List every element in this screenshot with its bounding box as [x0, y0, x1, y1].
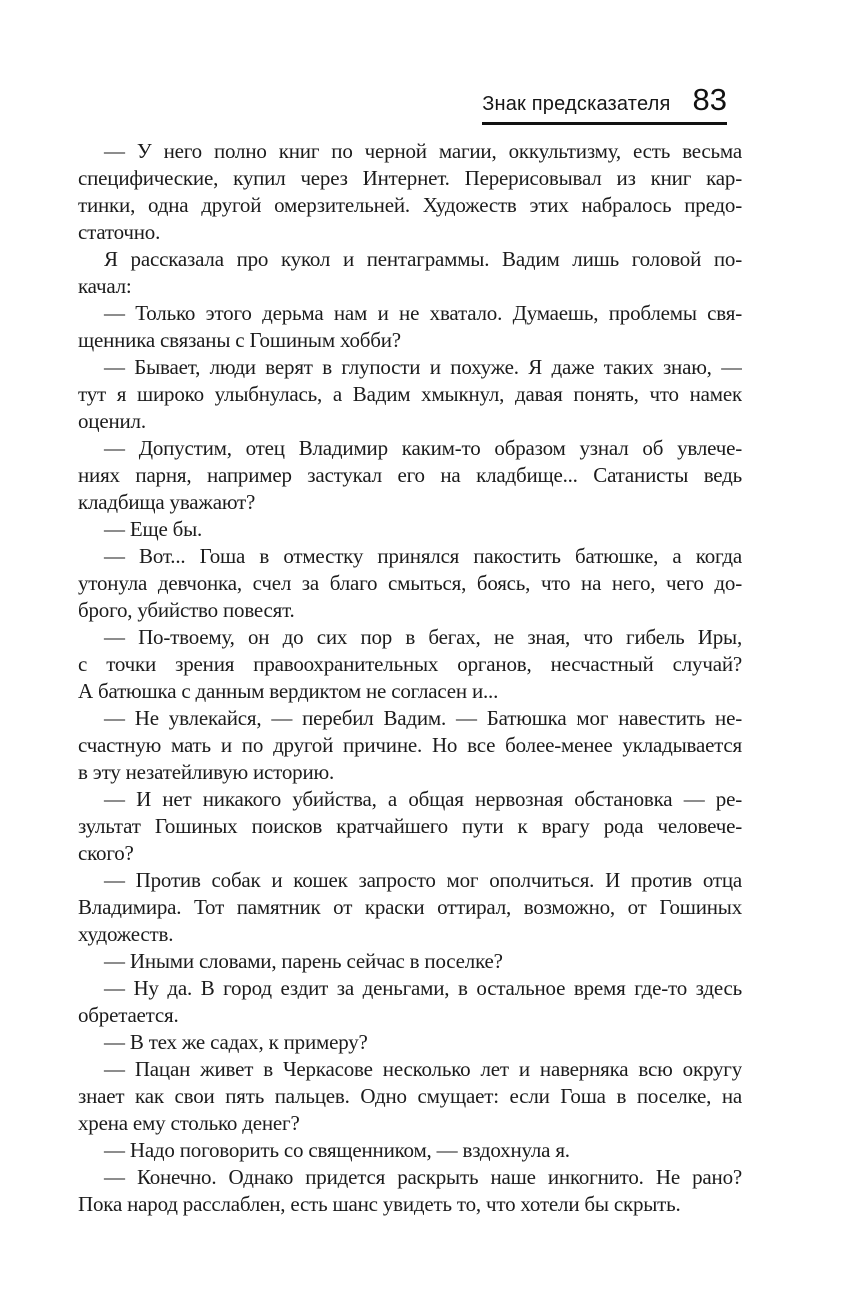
text-line: художеств. — [78, 922, 174, 946]
paragraph — [78, 246, 742, 300]
text-line: ниях парня, например застукал его на кладбище... Сатанисты ведь — [78, 463, 742, 487]
text-line: — И нет никакого убийства, а общая нервозная обстановка — ре- — [104, 787, 742, 811]
text-line: счастную мать и по другой причине. Но все более-менее укладывается — [78, 733, 742, 757]
text-line: — Бывает, люди верят в глупости и похуже. Я даже таких знаю, — — [104, 355, 742, 379]
text-line: в эту незатейливую историю. — [78, 760, 335, 784]
text-line: тинки, одна другой омерзительней. Художеств этих набралось предо- — [78, 193, 742, 217]
page-number: 83 — [692, 82, 727, 117]
text-line: — Еще бы. — [104, 517, 203, 541]
text-line: кладбища уважают? — [78, 490, 256, 514]
text-line: щенника связаны с Гошиным хобби? — [78, 328, 401, 352]
paragraph — [78, 138, 742, 246]
paragraph — [78, 516, 742, 543]
text-line: — Ну да. В город ездит за деньгами, в остальное время где-то здесь — [104, 976, 742, 1000]
text-line: — В тех же садах, к примеру? — [104, 1030, 368, 1054]
text-line: — Конечно. Однако придется раскрыть наше инкогнито. Не рано? — [104, 1165, 742, 1189]
text-line: знает как свои пять пальцев. Одно смущает: если Гоша в поселке, на — [78, 1084, 742, 1108]
paragraph — [78, 300, 742, 354]
text-line: Я рассказала про кукол и пентаграммы. Вадим лишь головой по- — [104, 247, 742, 271]
paragraph — [78, 786, 742, 867]
paragraph — [78, 1137, 742, 1164]
text-line: — Пацан живет в Черкасове несколько лет и наверняка всю округу — [104, 1057, 742, 1081]
text-line: — Надо поговорить со священником, — вздохнула я. — [104, 1138, 570, 1162]
text-line: специфические, купил через Интернет. Перерисовывал из книг кар- — [78, 166, 742, 190]
paragraph — [78, 354, 742, 435]
text-line: — Вот... Гоша в отместку принялся пакостить батюшке, а когда — [104, 544, 742, 568]
text-line: статочно. — [78, 220, 161, 244]
text-line: — Не увлекайся, — перебил Вадим. — Батюшка мог навестить не- — [104, 706, 742, 730]
text-line: утонула девчонка, счел за благо смыться, боясь, что на него, чего до- — [78, 571, 742, 595]
chapter-title: Знак предсказателя — [482, 93, 671, 115]
paragraph — [78, 543, 742, 624]
text-line: — Иными словами, парень сейчас в поселке? — [104, 949, 503, 973]
text-line: — Только этого дерьма нам и не хватало. Думаешь, проблемы свя- — [104, 301, 742, 325]
page-text — [78, 138, 742, 1218]
paragraph — [78, 975, 742, 1029]
paragraph — [78, 624, 742, 705]
paragraph — [78, 948, 742, 975]
text-line: хрена ему столько денег? — [78, 1111, 300, 1135]
text-line: тут я широко улыбнулась, а Вадим хмыкнул, давая понять, что намек — [78, 382, 742, 406]
paragraph — [78, 1164, 742, 1218]
paragraph — [78, 435, 742, 516]
text-line: качал: — [78, 274, 132, 298]
paragraph — [78, 705, 742, 786]
text-line: — Против собак и кошек запросто мог ополчиться. И против отца — [104, 868, 742, 892]
paragraph — [78, 1056, 742, 1137]
text-line: ского? — [78, 841, 134, 865]
text-line: с точки зрения правоохранительных органов, несчастный случай? — [78, 652, 742, 676]
paragraph — [78, 867, 742, 948]
running-header — [482, 84, 727, 125]
text-line: оценил. — [78, 409, 146, 433]
text-line: А батюшка с данным вердиктом не согласен и... — [78, 679, 499, 703]
text-line: — По-твоему, он до сих пор в бегах, не зная, что гибель Иры, — [104, 625, 742, 649]
text-line: Владимира. Тот памятник от краски оттирал, возможно, от Гошиных — [78, 895, 742, 919]
text-line: брого, убийство повесят. — [78, 598, 295, 622]
text-line: — У него полно книг по черной магии, оккультизму, есть весьма — [104, 139, 742, 163]
text-line: — Допустим, отец Владимир каким-то образом узнал об увлече- — [104, 436, 742, 460]
paragraph — [78, 1029, 742, 1056]
text-line: обретается. — [78, 1003, 179, 1027]
text-line: зультат Гошиных поисков кратчайшего пути к врагу рода человече- — [78, 814, 742, 838]
text-line: Пока народ расслаблен, есть шанс увидеть то, что хотели бы скрыть. — [78, 1192, 681, 1216]
